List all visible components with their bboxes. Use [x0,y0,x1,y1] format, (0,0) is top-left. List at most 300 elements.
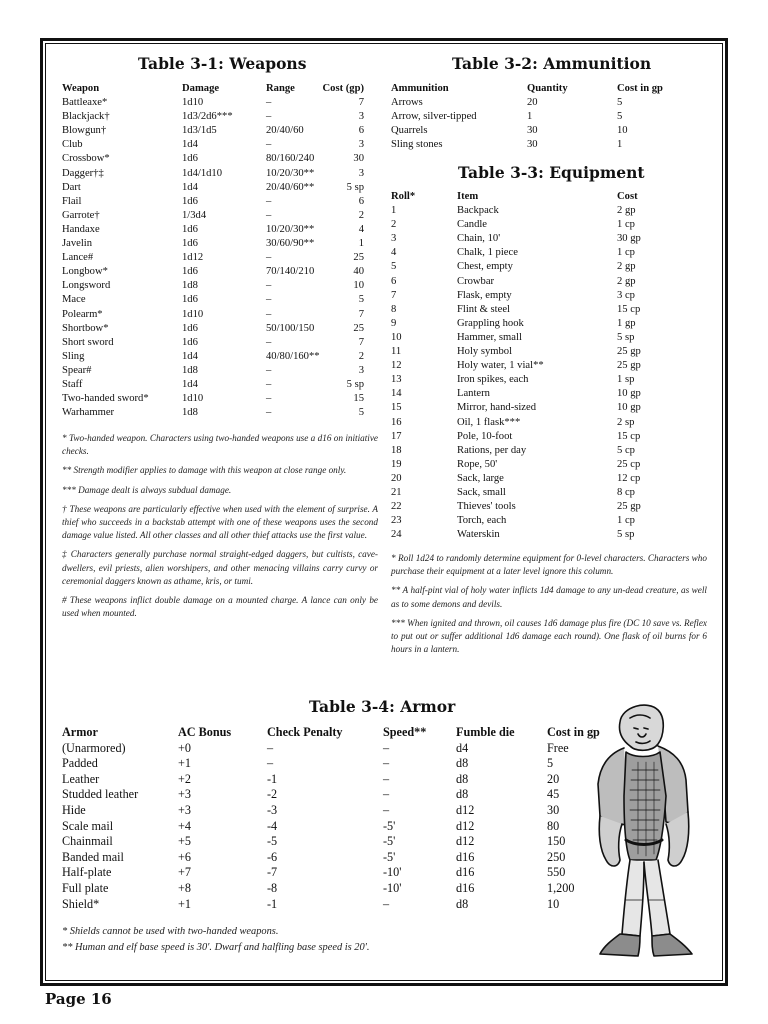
weapons-cell: 20/40/60 [266,125,304,137]
weapons-row [62,110,364,124]
equipment-cell: 10 gp [617,388,641,400]
equipment-cell: 23 [391,515,402,527]
weapons-cell: Polearm* [62,308,103,320]
armor-row [62,803,622,819]
equipment-cell: Pole, 10-foot [457,430,513,442]
equipment-cell: 1 gp [617,317,636,329]
weapons-cell: Club [62,139,83,151]
equipment-cell: 21 [391,486,402,498]
ammunition-row [391,96,681,110]
armor-cell: 45 [547,787,560,802]
armor-cell: +5 [178,834,191,849]
armor-cell: Chainmail [62,834,113,849]
equipment-cell: 19 [391,458,402,470]
armor-col-speed: Speed** [383,725,427,739]
equipment-cell: Crowbar [457,275,495,287]
weapons-cell: 30/60/90** [266,238,315,250]
armor-cell: d8 [456,787,469,802]
weapons-cell: 1d10 [182,308,204,320]
equipment-cell: 25 gp [617,346,641,358]
ammunition-cell: 5 [617,97,623,109]
weapons-cell: Warhammer [62,407,115,419]
armor-cell: 5 [547,756,554,771]
equipment-cell: 5 sp [617,529,635,541]
equipment-cell: 2 [391,219,397,231]
armor-cell: -5 [267,834,278,849]
weapons-row [62,96,364,110]
armor-footnote: * Shields cannot be used with two-handed weapons. [62,926,279,937]
weapons-cell: 3 [358,139,364,151]
weapons-cell: 50/100/150 [266,322,315,334]
weapons-notes [62,432,378,626]
armor-col-fumble-die: Fumble die [456,725,515,739]
ammunition-header-row [391,82,681,96]
equipment-cell: 1 sp [617,374,635,386]
equipment-cell: Sack, small [457,486,506,498]
equipment-cell: 1 cp [617,247,635,259]
armor-cell: +1 [178,756,191,771]
armor-cell: +8 [178,880,191,895]
weapons-cell: 30 [353,153,364,165]
weapons-row [62,293,364,307]
armor-cell: -6 [267,849,278,864]
armor-cell: d12 [456,802,475,817]
weapons-cell: Mace [62,294,86,306]
armor-cell: -1 [267,771,278,786]
equipment-table-title: Table 3-3: Equipment [458,163,645,182]
armor-cell: -5' [383,834,396,849]
equipment-col-item: Item [457,191,479,202]
weapons-cell: Blowgun† [62,125,107,137]
ammunition-col-ammunition: Ammunition [391,83,449,94]
armor-cell: d12 [456,834,475,849]
weapons-cell: Battleaxe* [62,97,108,109]
equipment-cell: 13 [391,374,402,386]
equipment-cell: Holy water, 1 vial** [457,360,544,372]
equipment-cell: 2 gp [617,205,636,217]
weapons-cell: – [266,252,272,264]
equipment-row [391,401,681,415]
weapons-cell: – [266,280,272,292]
weapons-cell: 1d6 [182,266,198,278]
armor-cell: -7 [267,865,278,880]
weapons-cell: Longbow* [62,266,108,278]
weapons-cell: – [266,139,272,151]
equipment-cell: Chest, empty [457,261,513,273]
armor-cell: Half-plate [62,865,112,880]
weapons-cell: 1d6 [182,153,198,165]
equipment-cell: 24 [391,529,402,541]
armor-col-cost: Cost in gp [547,725,600,739]
armor-cell: +4 [178,818,191,833]
ammunition-cell: 30 [527,125,538,137]
weapons-cell: 2 [358,209,364,221]
ammunition-row [391,124,681,138]
armor-col-check-penalty: Check Penalty [267,725,343,739]
armor-row [62,881,622,897]
weapons-cell: 25 [353,322,364,334]
weapons-footnote: † These weapons are particularly effective when used with the element of surprise. A thief who succeeds in a backstab attempt with one of these weapons uses the second damage value listed. All other classes and all other thief attacks use the first value. [62,503,378,541]
weapons-cell: 1d8 [182,280,198,292]
armored-warrior-illustration [578,700,712,962]
ammunition-col-quantity: Quantity [527,83,568,94]
equipment-row [391,331,681,345]
weapons-row [62,265,364,279]
weapons-cell: 1d3/2d6*** [182,111,233,123]
weapons-cell: Blackjack† [62,111,110,123]
equipment-cell: 4 [391,247,397,259]
ammunition-row [391,138,681,152]
ammunition-table [391,82,681,152]
weapons-cell: 7 [358,97,364,109]
armor-cell: +3 [178,787,191,802]
equipment-cell: Lantern [457,388,490,400]
armor-cell: +6 [178,849,191,864]
armor-cell: 250 [547,849,566,864]
equipment-cell: 12 cp [617,472,641,484]
equipment-cell: 12 [391,360,402,372]
ammunition-cell: 5 [617,111,623,123]
armor-cell: d16 [456,865,475,880]
weapons-cell: Dart [62,181,81,193]
equipment-col-roll: Roll* [391,191,416,202]
weapons-cell: 1d4 [182,378,198,390]
equipment-cell: 10 gp [617,402,641,414]
equipment-row [391,416,681,430]
weapons-cell: 7 [358,308,364,320]
weapons-row [62,406,364,420]
equipment-cell: 20 [391,472,402,484]
weapons-cell: Flail [62,195,82,207]
equipment-row [391,444,681,458]
weapons-footnote: ‡ Characters generally purchase normal straight-edged daggers, but cultists, cave-dwellers, evil priests, alien worshipers, and other menacing villains carry curvy or ceremonial daggers known as athame, kris, or tumi. [62,549,378,586]
armor-row [62,850,622,866]
equipment-row [391,204,681,218]
equipment-row [391,345,681,359]
armor-cell: Free [547,740,569,755]
equipment-cell: Chalk, 1 piece [457,247,518,259]
equipment-cell: 1 cp [617,515,635,527]
equipment-row [391,260,681,274]
armor-cell: d8 [456,771,469,786]
weapons-cell: – [266,111,272,123]
equipment-cell: Flint & steel [457,303,510,315]
equipment-cell: 15 cp [617,303,641,315]
equipment-row [391,430,681,444]
equipment-row [391,373,681,387]
equipment-cell: 25 cp [617,458,641,470]
armor-row [62,834,622,850]
armor-cell: Hide [62,802,86,817]
weapons-row [62,223,364,237]
ammunition-cell: Sling stones [391,139,443,151]
armor-row [62,787,622,803]
armor-cell: Full plate [62,880,109,895]
weapons-cell: 10 [353,280,364,292]
equipment-cell: Waterskin [457,529,500,541]
equipment-cell: Hammer, small [457,331,522,343]
equipment-footnote: * Roll 1d24 to randomly determine equipment for 0-level characters. Characters who purchase their equipment at a later level ignore this column. [391,553,707,577]
ammunition-cell: Arrow, silver-tipped [391,111,477,123]
weapons-cell: – [266,364,272,376]
armor-cell: – [267,740,274,755]
weapons-col-range: Range [266,83,295,94]
equipment-cell: Sack, large [457,472,504,484]
equipment-cell: 7 [391,289,397,301]
equipment-cell: 25 gp [617,360,641,372]
armor-cell: -3 [267,802,278,817]
armor-cell: +3 [178,802,191,817]
equipment-col-cost: Cost [617,191,638,202]
equipment-table [391,190,681,542]
armor-cell: Scale mail [62,818,114,833]
armor-row [62,756,622,772]
weapons-row [62,167,364,181]
equipment-cell: 3 [391,233,397,245]
weapons-cell: 1 [358,238,364,250]
equipment-cell: 10 [391,331,402,343]
equipment-cell: Thieves' tools [457,501,516,513]
weapons-row [62,279,364,293]
armor-cell: -2 [267,787,278,802]
ammunition-cell: Quarrels [391,125,428,137]
equipment-cell: 22 [391,501,402,513]
weapons-col-cost: Cost (gp) [322,83,364,94]
weapons-footnote: *** Damage dealt is always subdual damage. [62,484,232,495]
ammunition-cell: 1 [617,139,623,151]
weapons-cell: Javelin [62,238,93,250]
armor-cell: d8 [456,756,469,771]
equipment-header-row [391,190,681,204]
armor-cell: -5' [383,849,396,864]
equipment-cell: Backpack [457,205,499,217]
weapons-cell: 1/3d4 [182,209,207,221]
ammunition-cell: Arrows [391,97,423,109]
weapons-cell: 10/20/30** [266,167,315,179]
armor-notes [62,924,370,956]
weapons-cell: 5 sp [346,378,364,390]
equipment-cell: 5 [391,261,397,273]
weapons-row [62,124,364,138]
equipment-row [391,232,681,246]
weapons-cell: 5 [358,294,364,306]
weapons-cell: 1d4/1d10 [182,167,223,179]
weapons-cell: – [266,308,272,320]
equipment-cell: 17 [391,430,402,442]
weapons-table [62,82,364,420]
weapons-cell: 70/140/210 [266,266,315,278]
armor-cell: +1 [178,896,191,911]
weapons-cell: 10/20/30** [266,223,315,235]
armor-cell: 80 [547,818,560,833]
ammunition-cell: 20 [527,97,538,109]
ammunition-cell: 1 [527,111,533,123]
weapons-cell: Shortbow* [62,322,109,334]
equipment-cell: Holy symbol [457,346,513,358]
armor-row [62,865,622,881]
armor-cell: d16 [456,849,475,864]
weapons-cell: 1d6 [182,294,198,306]
weapons-cell: 6 [358,195,364,207]
weapons-cell: 6 [358,125,364,137]
armor-table [62,725,622,912]
weapons-cell: 1d8 [182,407,198,419]
weapons-cell: – [266,195,272,207]
armor-cell: -10' [383,880,402,895]
equipment-cell: 18 [391,444,402,456]
weapons-cell: – [266,209,272,221]
equipment-row [391,218,681,232]
equipment-cell: 8 cp [617,486,635,498]
armor-cell: Studded leather [62,787,139,802]
armor-cell: – [383,787,390,802]
equipment-row [391,472,681,486]
armor-row [62,819,622,835]
weapons-row [62,308,364,322]
armor-cell: 30 [547,802,560,817]
equipment-cell: 1 cp [617,219,635,231]
equipment-cell: Oil, 1 flask*** [457,416,521,428]
equipment-cell: Iron spikes, each [457,374,529,386]
equipment-cell: 6 [391,275,397,287]
equipment-row [391,317,681,331]
armor-cell: -8 [267,880,278,895]
equipment-cell: 5 sp [617,331,635,343]
weapons-cell: 1d6 [182,336,198,348]
armor-col-armor: Armor [62,725,98,739]
weapons-footnote: ** Strength modifier applies to damage with this weapon at close range only. [62,465,347,476]
equipment-row [391,528,681,542]
weapons-header-row [62,82,364,96]
equipment-row [391,289,681,303]
equipment-cell: 25 gp [617,501,641,513]
armor-cell: +7 [178,865,191,880]
weapons-cell: 25 [353,252,364,264]
weapons-col-weapon: Weapon [62,83,100,94]
weapons-cell: 1d6 [182,238,198,250]
weapons-footnote: * Two-handed weapon. Characters using two-handed weapons use a d16 on initiative checks. [62,433,378,457]
equipment-cell: 5 cp [617,444,635,456]
weapons-cell: 40 [353,266,364,278]
equipment-cell: Candle [457,219,488,231]
ammunition-table-title: Table 3-2: Ammunition [452,54,652,73]
weapons-row [62,209,364,223]
armor-footnote: ** Human and elf base speed is 30'. Dwarf and halfling base speed is 20'. [62,942,370,953]
armor-cell: – [383,802,390,817]
armor-cell: Banded mail [62,849,124,864]
weapons-cell: Dagger†‡ [62,167,104,179]
equipment-cell: Mirror, hand-sized [457,402,537,414]
equipment-cell: 2 gp [617,275,636,287]
weapons-row [62,336,364,350]
weapons-cell: 1d10 [182,393,204,405]
armor-col-ac-bonus: AC Bonus [178,725,232,739]
weapons-cell: – [266,294,272,306]
weapons-cell: – [266,97,272,109]
weapons-cell: 2 [358,350,364,362]
armor-table-title: Table 3-4: Armor [309,697,456,716]
weapons-cell: 20/40/60** [266,181,315,193]
equipment-cell: Chain, 10' [457,233,501,245]
equipment-cell: 8 [391,303,397,315]
equipment-cell: 2 sp [617,416,635,428]
equipment-cell: 15 cp [617,430,641,442]
weapons-cell: 5 [358,407,364,419]
weapons-cell: 1d6 [182,223,198,235]
weapons-cell: Longsword [62,280,111,292]
armor-cell: (Unarmored) [62,740,126,755]
weapons-cell: Garrote† [62,209,100,221]
weapons-footnote: # These weapons inflict double damage on a mounted charge. A lance can only be used when mounted. [62,595,378,619]
armor-cell: – [383,740,390,755]
equipment-cell: 1 [391,205,397,217]
equipment-cell: Rations, per day [457,444,527,456]
armor-cell: d12 [456,818,475,833]
armor-cell: -10' [383,865,402,880]
equipment-row [391,514,681,528]
equipment-cell: Rope, 50' [457,458,498,470]
weapons-row [62,364,364,378]
equipment-row [391,486,681,500]
weapons-cell: 1d6 [182,322,198,334]
armor-cell: 20 [547,771,560,786]
weapons-row [62,181,364,195]
equipment-cell: Torch, each [457,515,507,527]
armor-header-row [62,725,622,741]
weapons-cell: – [266,336,272,348]
armor-cell: d8 [456,896,469,911]
weapons-cell: – [266,407,272,419]
armor-cell: 150 [547,834,566,849]
weapons-cell: 1d6 [182,195,198,207]
weapons-cell: 1d12 [182,252,204,264]
equipment-row [391,303,681,317]
weapons-cell: 1d8 [182,364,198,376]
weapons-table-title: Table 3-1: Weapons [138,54,307,73]
weapons-col-damage: Damage [182,83,220,94]
equipment-cell: Flask, empty [457,289,512,301]
weapons-row [62,350,364,364]
armor-cell: 550 [547,865,566,880]
armor-cell: – [267,756,274,771]
weapons-cell: – [266,378,272,390]
weapons-row [62,237,364,251]
ammunition-cell: 10 [617,125,628,137]
equipment-row [391,275,681,289]
armor-cell: – [383,756,390,771]
weapons-cell: 7 [358,336,364,348]
armor-cell: Shield* [62,896,100,911]
page-number: Page 16 [45,990,112,1008]
equipment-cell: 9 [391,317,397,329]
weapons-row [62,392,364,406]
weapons-cell: 1d4 [182,350,198,362]
armor-cell: 10 [547,896,560,911]
equipment-footnote: *** When ignited and thrown, oil causes 1d6 damage plus fire (DC 10 save vs. Reflex to put out or suffer additional 1d6 damage each round). One flask of oil burns for 6 hours in a lantern. [391,617,707,655]
armor-cell: d4 [456,740,469,755]
weapons-cell: 5 sp [346,181,364,193]
armor-row [62,741,622,757]
equipment-cell: Grappling hook [457,317,524,329]
armor-cell: -5' [383,818,396,833]
weapons-cell: 3 [358,167,364,179]
ammunition-row [391,110,681,124]
weapons-cell: Handaxe [62,223,100,235]
ammunition-col-cost: Cost in gp [617,83,663,94]
armor-cell: – [383,771,390,786]
equipment-cell: 2 gp [617,261,636,273]
weapons-row [62,251,364,265]
